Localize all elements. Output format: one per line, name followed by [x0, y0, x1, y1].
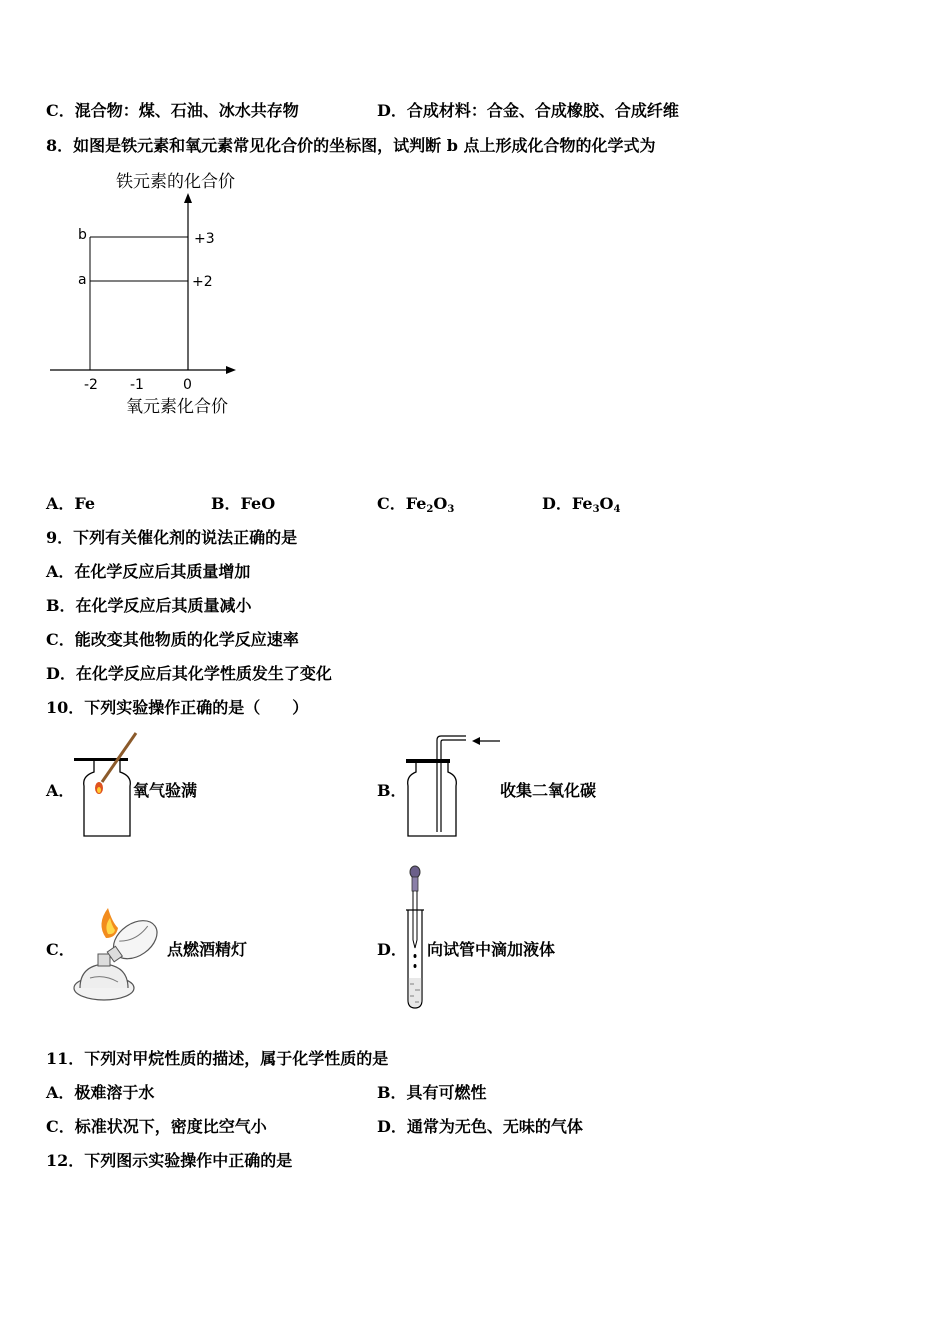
dropper-bulb — [410, 866, 420, 878]
chart-ylabel: 铁元素的化合价 — [116, 172, 235, 192]
q9-option-a: A．在化学反应后其质量增加 — [46, 562, 251, 581]
q10-d-caption: 向试管中滴加液体 — [427, 940, 556, 959]
q8-option-b — [211, 494, 275, 514]
q9-stem: 9．下列有关催化剂的说法正确的是 — [46, 528, 298, 547]
wood-splint — [102, 733, 136, 782]
q10-c-label: C． — [46, 940, 75, 959]
liquid-in-tube — [409, 978, 422, 1007]
q10-a-caption: 氧气验满 — [133, 781, 198, 800]
q8-option-b-text: FeO — [240, 494, 276, 513]
q8-option-c-sub1: 2 — [426, 504, 434, 515]
q8-valence-chart — [40, 165, 260, 425]
q7-option-d: D．合成材料：合金、合成橡胶、合成纤维 — [377, 101, 679, 120]
q8-option-d-label: D． — [542, 494, 572, 513]
point-b-label: b — [78, 227, 87, 243]
glowing-core — [97, 787, 101, 793]
q11-option-b: B．具有可燃性 — [377, 1083, 487, 1102]
q10-d-dropper-image — [400, 862, 430, 1010]
q12-stem: 12．下列图示实验操作中正确的是 — [46, 1151, 293, 1170]
lower-lamp-neck — [98, 954, 110, 966]
q8-option-d-fe: Fe — [571, 494, 593, 513]
q8-option-c-sub2: 3 — [447, 504, 455, 515]
gas-bottle-outline — [408, 763, 457, 836]
q10-b-caption: 收集二氧化碳 — [500, 781, 597, 800]
q10-c-caption: 点燃酒精灯 — [167, 940, 248, 959]
y-tick-plus2: +2 — [192, 274, 213, 290]
q10-d-label: D． — [377, 940, 407, 959]
q8-option-d — [542, 494, 620, 520]
chart-xlabel: 氧元素化合价 — [126, 397, 228, 417]
q8-stem: 8．如图是铁元素和氧元素常见化合价的坐标图，试判断 b 点上形成化合物的化学式为 — [46, 136, 656, 155]
x-tick-zero: 0 — [183, 377, 192, 393]
q8-option-a — [46, 494, 95, 514]
q8-option-b-label: B． — [211, 494, 241, 513]
q8-option-c-label: C． — [377, 494, 406, 513]
q9-option-d: D．在化学反应后其化学性质发生了变化 — [46, 664, 332, 683]
x-tick-minus2: -2 — [84, 377, 98, 393]
q8-option-a-text: Fe — [74, 494, 96, 513]
q9-option-b: B．在化学反应后其质量减小 — [46, 596, 252, 615]
q8-option-c — [377, 494, 454, 520]
q8-option-d-o: O — [599, 494, 614, 513]
q10-a-oxygen-test-image — [72, 730, 142, 842]
q8-option-c-o: O — [433, 494, 448, 513]
droplet-1 — [414, 954, 417, 958]
q10-c-alcohol-lamp-image — [70, 904, 170, 1010]
x-axis-arrow — [226, 366, 236, 374]
dropper-bulb-neck — [412, 877, 418, 891]
droplet-2 — [414, 964, 417, 968]
x-tick-minus1: -1 — [130, 377, 144, 393]
dropper-glass — [413, 891, 417, 948]
q10-b-co2-collect-image — [400, 728, 505, 842]
q11-option-d: D．通常为无色、无味的气体 — [377, 1117, 583, 1136]
q11-option-c: C．标准状况下，密度比空气小 — [46, 1117, 267, 1136]
q7-option-c: C．混合物：煤、石油、冰水共存物 — [46, 101, 299, 120]
q10-b-label: B． — [377, 781, 407, 800]
y-axis-arrow — [184, 193, 192, 203]
q11-stem: 11．下列对甲烷性质的描述，属于化学性质的是 — [46, 1049, 389, 1068]
lower-lamp-dome — [80, 964, 128, 988]
q11-option-a: A．极难溶于水 — [46, 1083, 155, 1102]
long-tube-inner — [441, 740, 466, 832]
q8-option-c-fe: Fe — [405, 494, 427, 513]
point-a-label: a — [78, 272, 87, 288]
gas-flow-arrowhead — [472, 737, 480, 745]
y-tick-plus3: +3 — [194, 231, 215, 247]
q10-a-label: A． — [46, 781, 75, 800]
q8-option-a-label: A． — [46, 494, 75, 513]
q8-option-d-sub2: 4 — [613, 504, 621, 515]
q9-option-c: C．能改变其他物质的化学反应速率 — [46, 630, 299, 649]
q8-option-d-sub1: 3 — [592, 504, 600, 515]
q10-stem: 10．下列实验操作正确的是（ ） — [46, 698, 309, 717]
stopper — [406, 759, 450, 763]
